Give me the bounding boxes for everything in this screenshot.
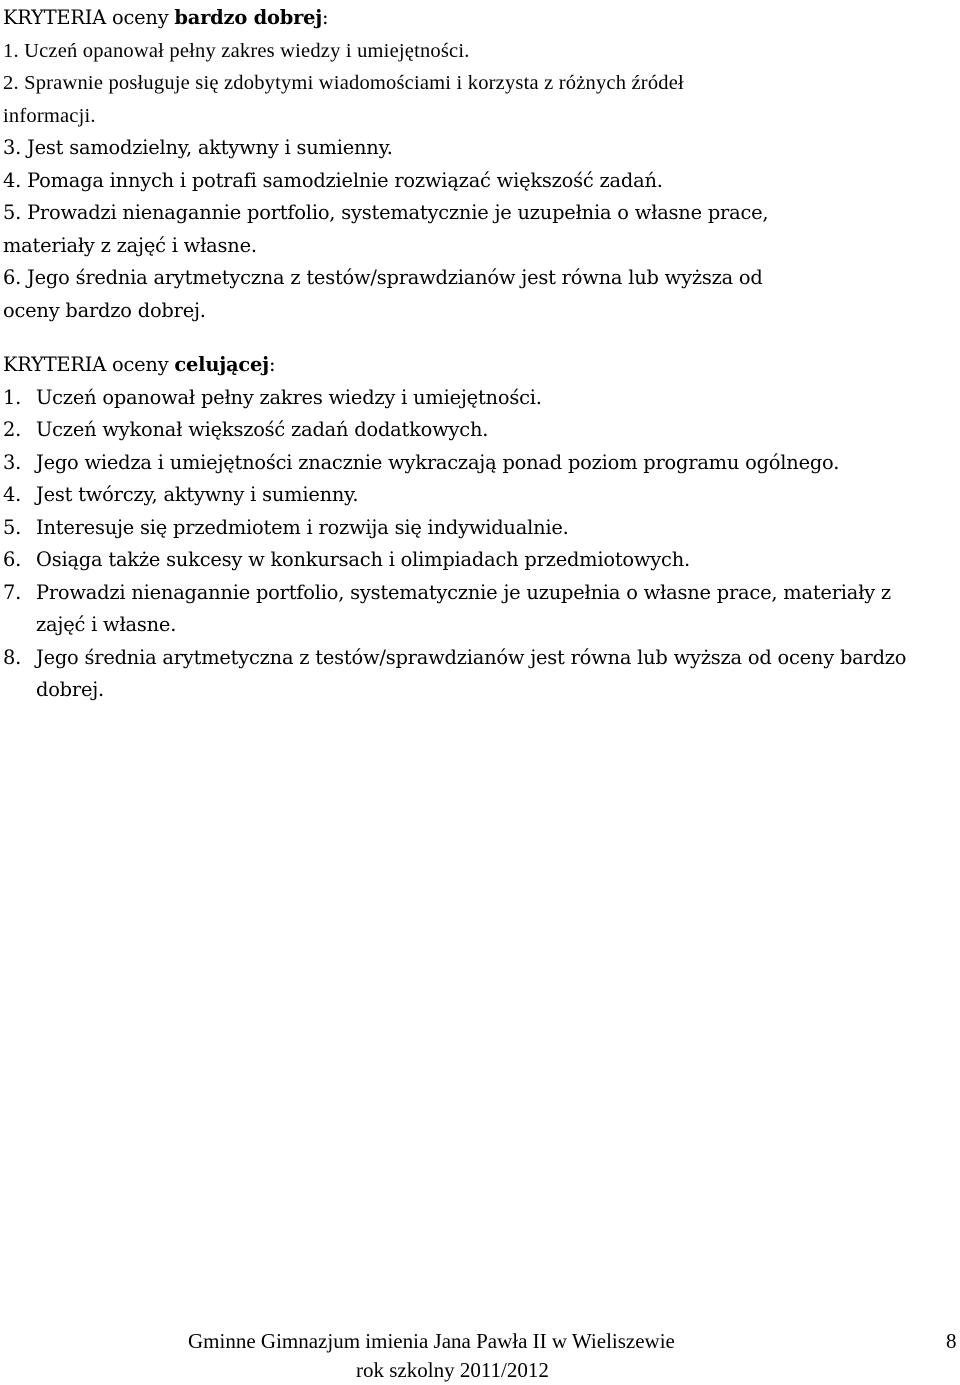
criteria-excellent-heading [3, 349, 953, 382]
criteria-excellent-list [3, 382, 953, 707]
item-number: 6. [3, 548, 22, 571]
item-number: 3. [3, 450, 22, 474]
criteria-very-good-item-2-continued: informacji. [3, 104, 96, 127]
criteria-very-good-item-5: 5. Prowadzi nienagannie portfolio, systematycznie je uzupełnia o własne prace, [3, 201, 769, 224]
item-number: 2. [3, 418, 22, 441]
item-text: Jego wiedza i umiejętności znacznie wykraczają ponad poziom programu ogólnego. [36, 450, 840, 474]
footer-school-year: rok szkolny 2011/2012 [356, 1358, 549, 1382]
list-item [3, 642, 953, 707]
list-item [3, 577, 953, 642]
list-item [3, 544, 953, 577]
criteria-very-good-item-5-continued: materiały z zajęć i własne. [3, 233, 257, 257]
criteria-very-good-heading [3, 2, 953, 35]
heading-colon: : [322, 6, 329, 29]
item-text: Interesuje się przedmiotem i rozwija się indywidualnie. [36, 515, 569, 539]
item-text: Uczeń wykonał większość zadań dodatkowych. [36, 418, 489, 441]
criteria-very-good-item-6: 6. Jego średnia arytmetyczna z testów/sprawdzianów jest równa lub wyższa od [3, 266, 763, 289]
item-text: Uczeń opanował pełny zakres wiedzy i umiejętności. [36, 385, 542, 409]
heading-prefix: KRYTERIA oceny [3, 353, 175, 376]
page-number: 8 [946, 1329, 957, 1353]
criteria-very-good-section [3, 2, 953, 327]
document-body [3, 2, 953, 707]
item-number: 5. [3, 515, 22, 539]
heading-grade: celującej [174, 353, 269, 376]
item-text: Prowadzi nienagannie portfolio, systematycznie je uzupełnia o własne prace, materiały z zajęć i własne. [36, 580, 891, 636]
list-item [3, 512, 953, 545]
criteria-very-good-item-6-continued: oceny bardzo dobrej. [3, 298, 206, 322]
item-number: 1. [3, 385, 22, 409]
item-text: Jego średnia arytmetyczna z testów/sprawdzianów jest równa lub wyższa od oceny bardzo dobrej. [36, 645, 907, 701]
criteria-very-good-item-2: 2. Sprawnie posługuje się zdobytymi wiadomościami i korzysta z różnych źródeł [3, 72, 684, 94]
criteria-very-good-item-1: 1. Uczeń opanował pełny zakres wiedzy i umiejętności. [3, 39, 470, 62]
list-item [3, 447, 953, 480]
heading-grade: bardzo dobrej [174, 6, 323, 29]
item-text: Osiąga także sukcesy w konkursach i olimpiadach przedmiotowych. [36, 548, 690, 571]
criteria-very-good-item-3: 3. Jest samodzielny, aktywny i sumienny. [3, 136, 393, 159]
item-number: 7. [3, 580, 22, 604]
criteria-excellent-section [3, 349, 953, 707]
list-item [3, 382, 953, 415]
list-item [3, 414, 953, 447]
item-number: 4. [3, 483, 22, 506]
criteria-very-good-item-4: 4. Pomaga innych i potrafi samodzielnie rozwiązać większość zadań. [3, 168, 663, 192]
heading-prefix: KRYTERIA oceny [3, 6, 175, 29]
item-number: 8. [3, 645, 22, 669]
heading-colon: : [268, 353, 276, 376]
footer-school-name: Gminne Gimnazjum imienia Jana Pawła II w Wieliszewie [188, 1329, 675, 1353]
item-text: Jest twórczy, aktywny i sumienny. [36, 483, 359, 506]
list-item [3, 479, 953, 512]
